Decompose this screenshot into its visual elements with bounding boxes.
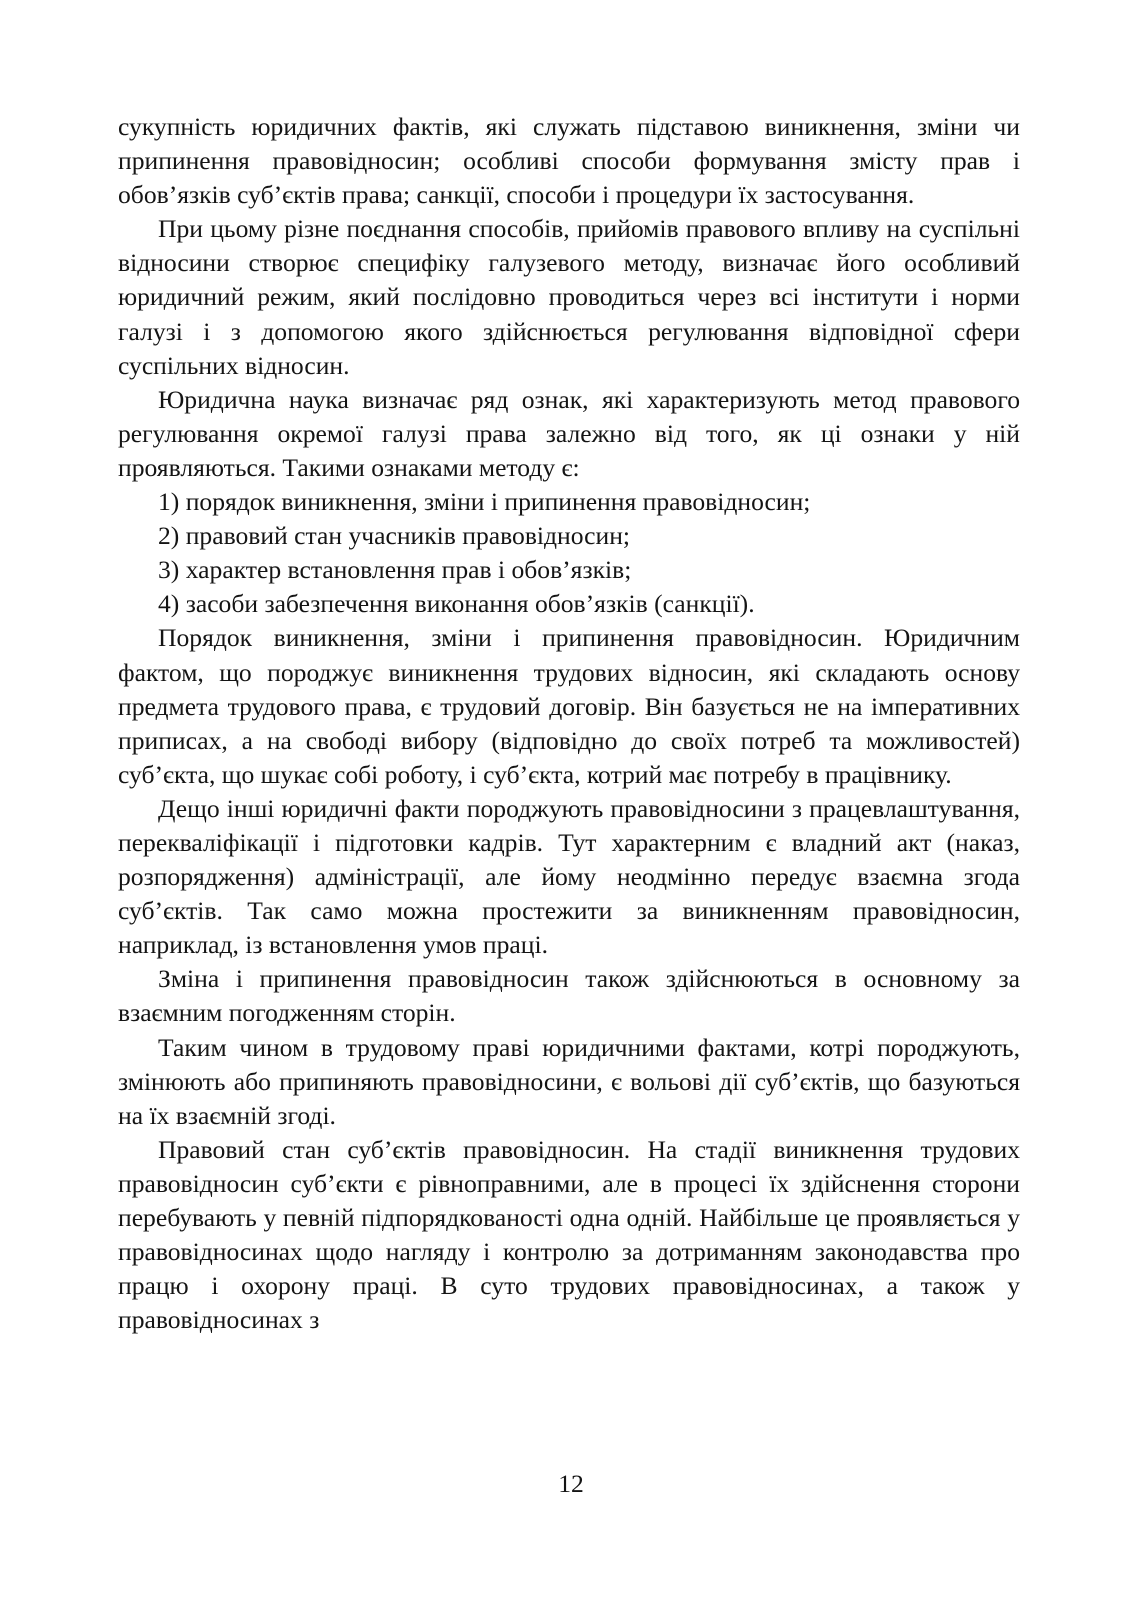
- page-number: 12: [558, 1469, 584, 1498]
- list-item: 3) характер встановлення прав і обов’язків;: [158, 555, 632, 585]
- numbered-list: [118, 485, 1020, 621]
- paragraph-5: Дещо інші юридичні факти породжують правовідносини з працевлаштування, перекваліфікації і підготовки кадрів. Тут характерним є владний акт (наказ, розпорядження) адміністрації, але йому неодмінно передує взаємна згода суб’єктів. Так само можна простежити за виникненням правовідносин, наприклад, із встановлення умов праці.: [118, 793, 1020, 960]
- paragraph-8: Правовий стан суб’єктів правовідносин. На стадії виникнення трудових правовідносин суб’єкти є рівноправними, але в процесі їх здійснення сторони перебувають у певній підпорядкованості одна одній. Найбільше це проявляється у правовідносинах щодо нагляду і контролю за дотриманням законодавства про працю і охорону праці. В суто трудових правовідносинах, а також у правовідносинах з: [118, 1134, 1020, 1335]
- paragraph-4: Порядок виникнення, зміни і припинення правовідносин. Юридичним фактом, що породжує виникнення трудових відносин, які складають основу предмета трудового права, є трудовий договір. Він базується не на імперативних приписах, а на свободі вибору (відповідно до своїх потреб та можливостей) суб’єкта, що шукає собі роботу, і суб’єкта, котрий має потребу в працівнику.: [118, 623, 1020, 789]
- list-item: 2) правовий стан учасників правовідносин;: [158, 521, 631, 551]
- list-item: 4) засоби забезпечення виконання обов’язків (санкції).: [158, 589, 755, 619]
- document-page: [118, 110, 1020, 1337]
- list-item: 1) порядок виникнення, зміни і припинення правовідносин;: [158, 487, 811, 517]
- paragraph-2: При цьому різне поєднання способів, прийомів правового впливу на суспільні відносини створює специфіку галузевого методу, визначає його особливий юридичний режим, який послідовно проводиться через всі інститути і норми галузі і з допомогою якого здійснюється регулювання відповідної сфери суспільних відносин.: [118, 214, 1020, 380]
- paragraph-1: сукупність юридичних фактів, які служать підставою виникнення, зміни чи припинення правовідносин; особливі способи формування змісту прав і обов’язків суб’єктів права; санкції, способи і процедури їх застосування.: [118, 112, 1020, 210]
- paragraph-7: Таким чином в трудовому праві юридичними фактами, котрі породжують, змінюють або припиняють правовідносини, є вольові дії суб’єктів, що базуються на їх взаємній згоді.: [118, 1032, 1020, 1130]
- paragraph-3: Юридична наука визначає ряд ознак, які характеризують метод правового регулювання окремої галузі права залежно від того, як ці ознаки у ній проявляються. Такими ознаками методу є:: [118, 384, 1020, 482]
- paragraph-6: Зміна і припинення правовідносин також здійснюються в основному за взаємним погодженням сторін.: [118, 964, 1020, 1028]
